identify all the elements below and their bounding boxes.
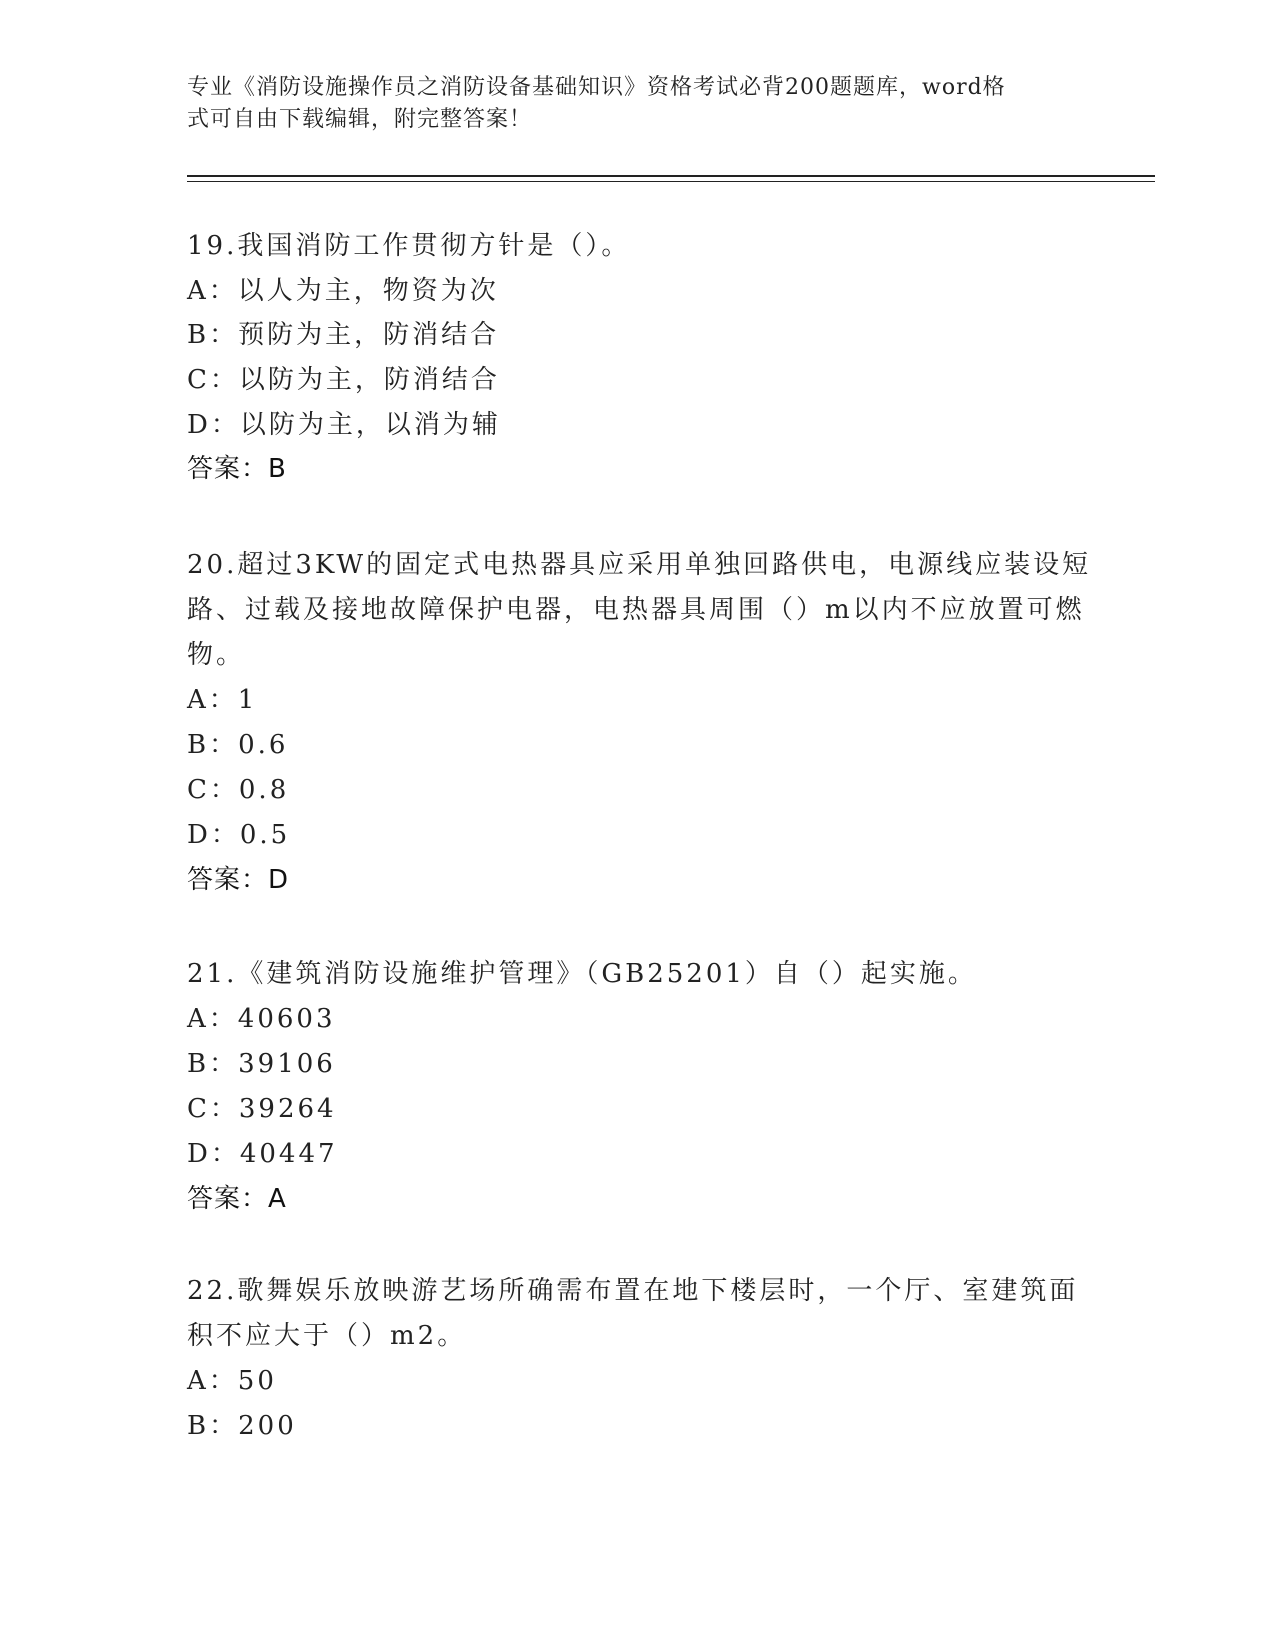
question-19-option-a: A：以人为主，物资为次 — [187, 276, 499, 306]
question-20-text-line-2: 路、过载及接地故障保护电器，电热器具周围（）m以内不应放置可燃 — [187, 595, 1085, 625]
question-21-text: 21.《建筑消防设施维护管理》（GB25201）自（）起实施。 — [187, 959, 977, 989]
question-20-option-c: C：0.8 — [187, 775, 290, 805]
question-22-option-b: B：200 — [187, 1411, 297, 1441]
question-19-option-b: B：预防为主，防消结合 — [187, 320, 500, 350]
question-19-answer: 答案：B — [187, 454, 287, 484]
question-22-text-line-1: 22.歌舞娱乐放映游艺场所确需布置在地下楼层时，一个厅、室建筑面 — [187, 1276, 1079, 1306]
header-line-2: 式可自由下载编辑，附完整答案！ — [187, 107, 533, 132]
question-21-option-b: B：39106 — [187, 1049, 336, 1079]
document-header — [187, 72, 1067, 136]
question-22-text-line-2: 积不应大于（）m2。 — [187, 1321, 467, 1351]
question-20-answer: 答案：D — [187, 865, 290, 895]
header-line-1: 专业《消防设施操作员之消防设备基础知识》资格考试必背200题题库，word格 — [187, 75, 1006, 100]
question-19-option-d: D：以防为主，以消为辅 — [187, 410, 501, 440]
question-21-option-c: C：39264 — [187, 1094, 337, 1124]
question-21-answer: 答案：A — [187, 1184, 287, 1214]
question-22-option-a: A：50 — [187, 1366, 277, 1396]
question-20-text-line-1: 20.超过3KW的固定式电热器具应采用单独回路供电，电源线应装设短 — [187, 550, 1092, 580]
question-20-option-b: B：0.6 — [187, 730, 289, 760]
question-19-text: 19.我国消防工作贯彻方针是（）。 — [187, 231, 631, 261]
question-20-text-line-3: 物。 — [187, 640, 246, 670]
question-20-option-d: D：0.5 — [187, 820, 291, 850]
question-19-option-c: C：以防为主，防消结合 — [187, 365, 500, 395]
question-21-option-d: D：40447 — [187, 1139, 338, 1169]
question-21-option-a: A：40603 — [187, 1004, 336, 1034]
question-20-option-a: A：1 — [187, 685, 258, 715]
header-divider-thick — [187, 175, 1155, 177]
header-divider-thin — [187, 181, 1155, 182]
